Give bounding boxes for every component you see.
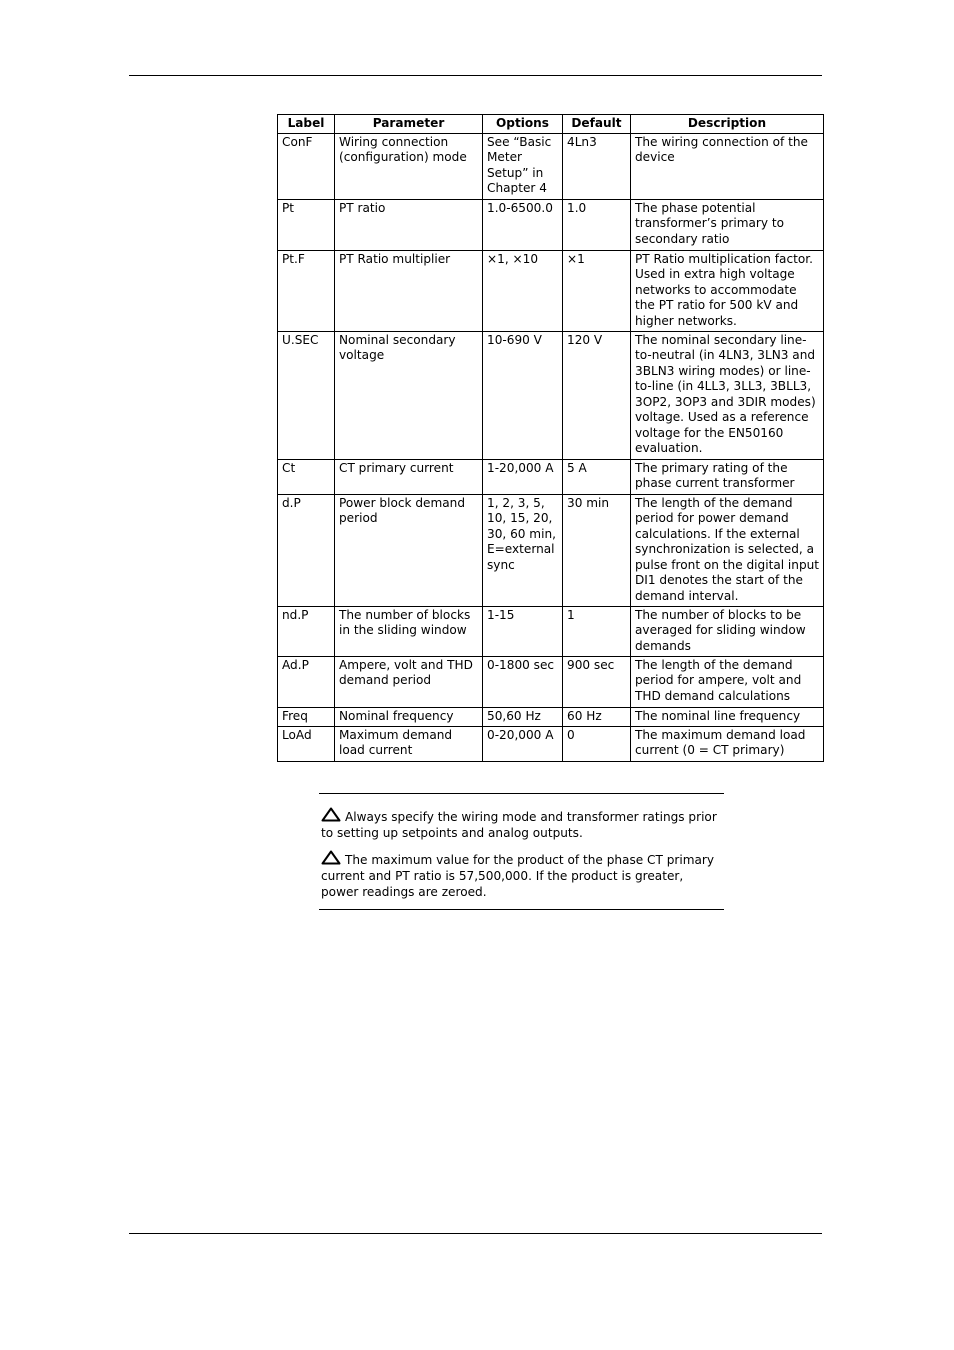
table-row xyxy=(278,726,824,761)
cell-description: The nominal secondary line-to-neutral (in 4LN3, 3LN3 and 3BLN3 wiring modes) or line-to-line (in 4LL3, 3LL3, 3BLL3, 3OP2, 3OP3 and 3DIR modes) voltage. Used as a reference voltage for the EN50160 evaluation. xyxy=(631,331,824,459)
cell-options: 50,60 Hz xyxy=(483,707,563,726)
cell-options: ×1, ×10 xyxy=(483,250,563,331)
cell-label: nd.P xyxy=(278,606,335,656)
cell-options: 1-15 xyxy=(483,606,563,656)
table-row xyxy=(278,459,824,494)
caution-note xyxy=(321,850,724,900)
cell-options: 10-690 V xyxy=(483,331,563,459)
cell-default: 120 V xyxy=(563,331,631,459)
cell-label: d.P xyxy=(278,494,335,606)
caution-icon xyxy=(321,807,341,822)
cell-parameter: Wiring connection (configuration) mode xyxy=(335,133,483,199)
cell-label: Freq xyxy=(278,707,335,726)
cell-options: 1-20,000 A xyxy=(483,459,563,494)
cell-description: The number of blocks to be averaged for sliding window demands xyxy=(631,606,824,656)
cell-parameter: Power block demand period xyxy=(335,494,483,606)
cell-label: ConF xyxy=(278,133,335,199)
cell-label: LoAd xyxy=(278,726,335,761)
cell-label: Pt xyxy=(278,199,335,250)
column-header-parameter: Parameter xyxy=(335,115,483,134)
cell-label: Ad.P xyxy=(278,656,335,707)
cell-description: The primary rating of the phase current transformer xyxy=(631,459,824,494)
cell-parameter: CT primary current xyxy=(335,459,483,494)
cell-default: 1 xyxy=(563,606,631,656)
table-row xyxy=(278,250,824,331)
caution-icon xyxy=(321,850,341,865)
caution-note xyxy=(321,807,724,841)
table-row xyxy=(278,606,824,656)
cell-parameter: PT Ratio multiplier xyxy=(335,250,483,331)
cell-default: 0 xyxy=(563,726,631,761)
cell-description: The maximum demand load current (0 = CT primary) xyxy=(631,726,824,761)
column-header-options: Options xyxy=(483,115,563,134)
cell-parameter: Nominal frequency xyxy=(335,707,483,726)
caution-notes xyxy=(319,793,724,910)
cell-options: 1, 2, 3, 5, 10, 15, 20, 30, 60 min, E=external sync xyxy=(483,494,563,606)
table-row xyxy=(278,331,824,459)
cell-parameter: PT ratio xyxy=(335,199,483,250)
cell-default: 5 A xyxy=(563,459,631,494)
cell-default: 4Ln3 xyxy=(563,133,631,199)
cell-default: ×1 xyxy=(563,250,631,331)
cell-description: The nominal line frequency xyxy=(631,707,824,726)
cell-options: 1.0-6500.0 xyxy=(483,199,563,250)
cell-default: 30 min xyxy=(563,494,631,606)
cell-parameter: Ampere, volt and THD demand period xyxy=(335,656,483,707)
cell-description: The length of the demand period for power demand calculations. If the external synchronization is selected, a pulse front on the digital input DI1 denotes the start of the demand interval. xyxy=(631,494,824,606)
cell-default: 1.0 xyxy=(563,199,631,250)
footer-rule xyxy=(129,1233,822,1234)
cell-description: PT Ratio multiplication factor. Used in extra high voltage networks to accommodate the PT ratio for 500 kV and higher networks. xyxy=(631,250,824,331)
column-header-description: Description xyxy=(631,115,824,134)
cell-options: 0-20,000 A xyxy=(483,726,563,761)
column-header-default: Default xyxy=(563,115,631,134)
table-row xyxy=(278,133,824,199)
setup-parameters-table xyxy=(277,114,824,762)
cell-label: Ct xyxy=(278,459,335,494)
cell-label: Pt.F xyxy=(278,250,335,331)
column-header-label: Label xyxy=(278,115,335,134)
table-row xyxy=(278,707,824,726)
cell-default: 900 sec xyxy=(563,656,631,707)
caution-note-text: Always specify the wiring mode and transformer ratings prior to setting up setpoints and analog outputs. xyxy=(321,810,717,840)
cell-default: 60 Hz xyxy=(563,707,631,726)
table-row xyxy=(278,656,824,707)
cell-options: See “Basic Meter Setup” in Chapter 4 xyxy=(483,133,563,199)
caution-note-text: The maximum value for the product of the phase CT primary current and PT ratio is 57,500,000. If the product is greater, power readings are zeroed. xyxy=(321,853,715,899)
table-row xyxy=(278,494,824,606)
cell-description: The wiring connection of the device xyxy=(631,133,824,199)
cell-options: 0-1800 sec xyxy=(483,656,563,707)
cell-parameter: Maximum demand load current xyxy=(335,726,483,761)
header-rule xyxy=(129,75,822,76)
cell-label: U.SEC xyxy=(278,331,335,459)
cell-description: The length of the demand period for ampere, volt and THD demand calculations xyxy=(631,656,824,707)
cell-description: The phase potential transformer’s primary to secondary ratio xyxy=(631,199,824,250)
cell-parameter: The number of blocks in the sliding window xyxy=(335,606,483,656)
cell-parameter: Nominal secondary voltage xyxy=(335,331,483,459)
table-header-row xyxy=(278,115,824,134)
table-row xyxy=(278,199,824,250)
